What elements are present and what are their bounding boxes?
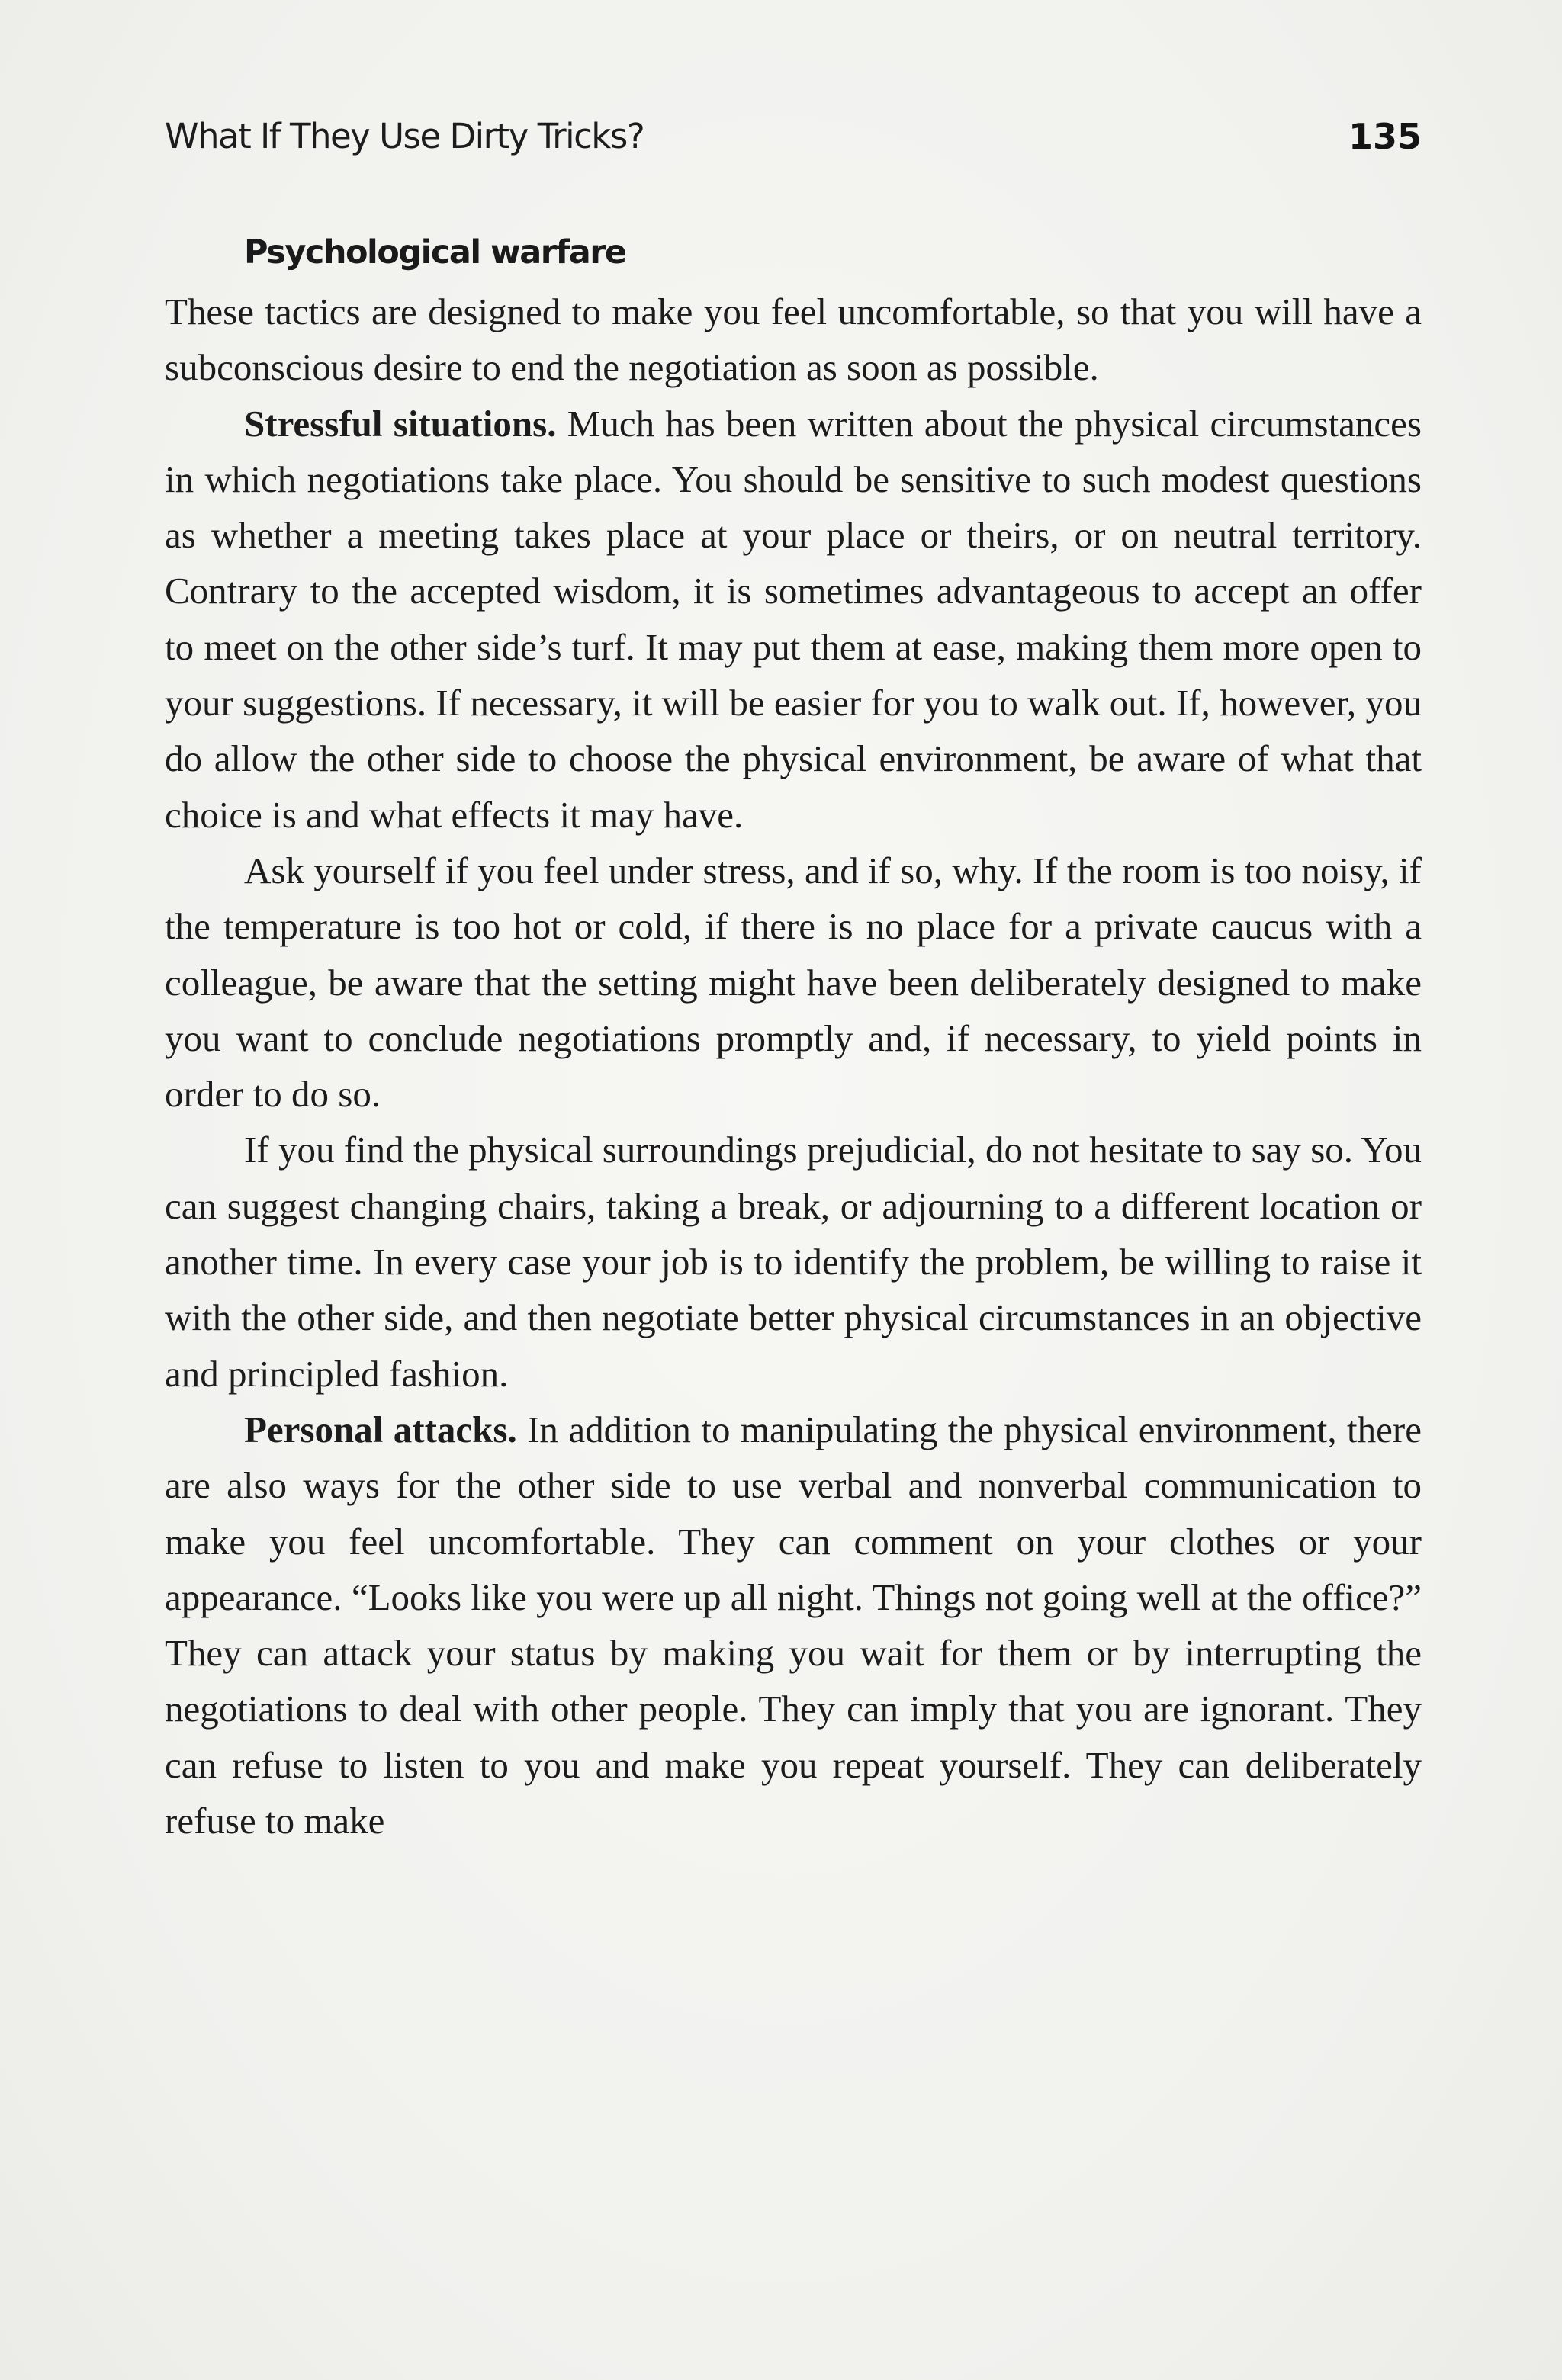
paragraph bbox=[165, 1402, 1422, 1848]
paragraph-text: If you find the physical surroundings prejudicial, do not hesitate to say so. You can suggest changing chairs, taking a break, or adjourning to a different location or another time. In every case your job is to identify the problem, be willing to raise it with the other side, and then negotiate better physical circumstances in an objective and principled fashion. bbox=[165, 1129, 1422, 1395]
paragraph-text: These tactics are designed to make you feel uncomfortable, so that you will have a subconscious desire to end the negotiation as soon as possible. bbox=[165, 291, 1422, 389]
run-in-heading: Personal attacks. bbox=[244, 1408, 517, 1450]
paragraph bbox=[165, 1122, 1422, 1401]
paragraph bbox=[165, 396, 1422, 843]
paragraph-text: In addition to manipulating the physical environment, there are also ways for the other side to use verbal and nonverbal communication to make you feel uncomfortable. They can comment on your clothes or your appearance. “Looks like you were up all night. Things not going well at the office?” They can attack your status by making you wait for them or by interrupting the negotiations to deal with other people. They can imply that you are ignorant. They can refuse to listen to you and make you repeat yourself. They can deliberately refuse to make bbox=[165, 1408, 1422, 1842]
section-heading: Psychological warfare bbox=[244, 233, 626, 271]
paragraph-text: Ask yourself if you feel under stress, and if so, why. If the room is too noisy, if the temperature is too hot or cold, if there is no place for a private caucus with a colleague, be aware that the setting might have been deliberately designed to make you want to conclude negotiations promptly and, if necessary, to yield points in order to do so. bbox=[165, 849, 1422, 1116]
running-head bbox=[165, 116, 1422, 177]
running-head-title: What If They Use Dirty Tricks? bbox=[165, 116, 644, 156]
run-in-heading: Stressful situations. bbox=[244, 402, 557, 445]
page-number: 135 bbox=[1348, 116, 1422, 157]
paragraph bbox=[165, 843, 1422, 1122]
paragraph-text: Much has been written about the physical circumstances in which negotiations take place. You should be sensitive to such modest questions as whether a meeting takes place at your place or theirs, or on neutral territory. Contrary to the accepted wisdom, it is sometimes advantageous to accept an offer to meet on the other side’s turf. It may put them at ease, making them more open to your suggestions. If necessary, it will be easier for you to walk out. If, however, you do allow the other side to choose the physical environment, be aware of what that choice is and what effects it may have. bbox=[165, 402, 1422, 836]
paragraph bbox=[165, 284, 1422, 396]
body-text bbox=[165, 284, 1422, 1848]
